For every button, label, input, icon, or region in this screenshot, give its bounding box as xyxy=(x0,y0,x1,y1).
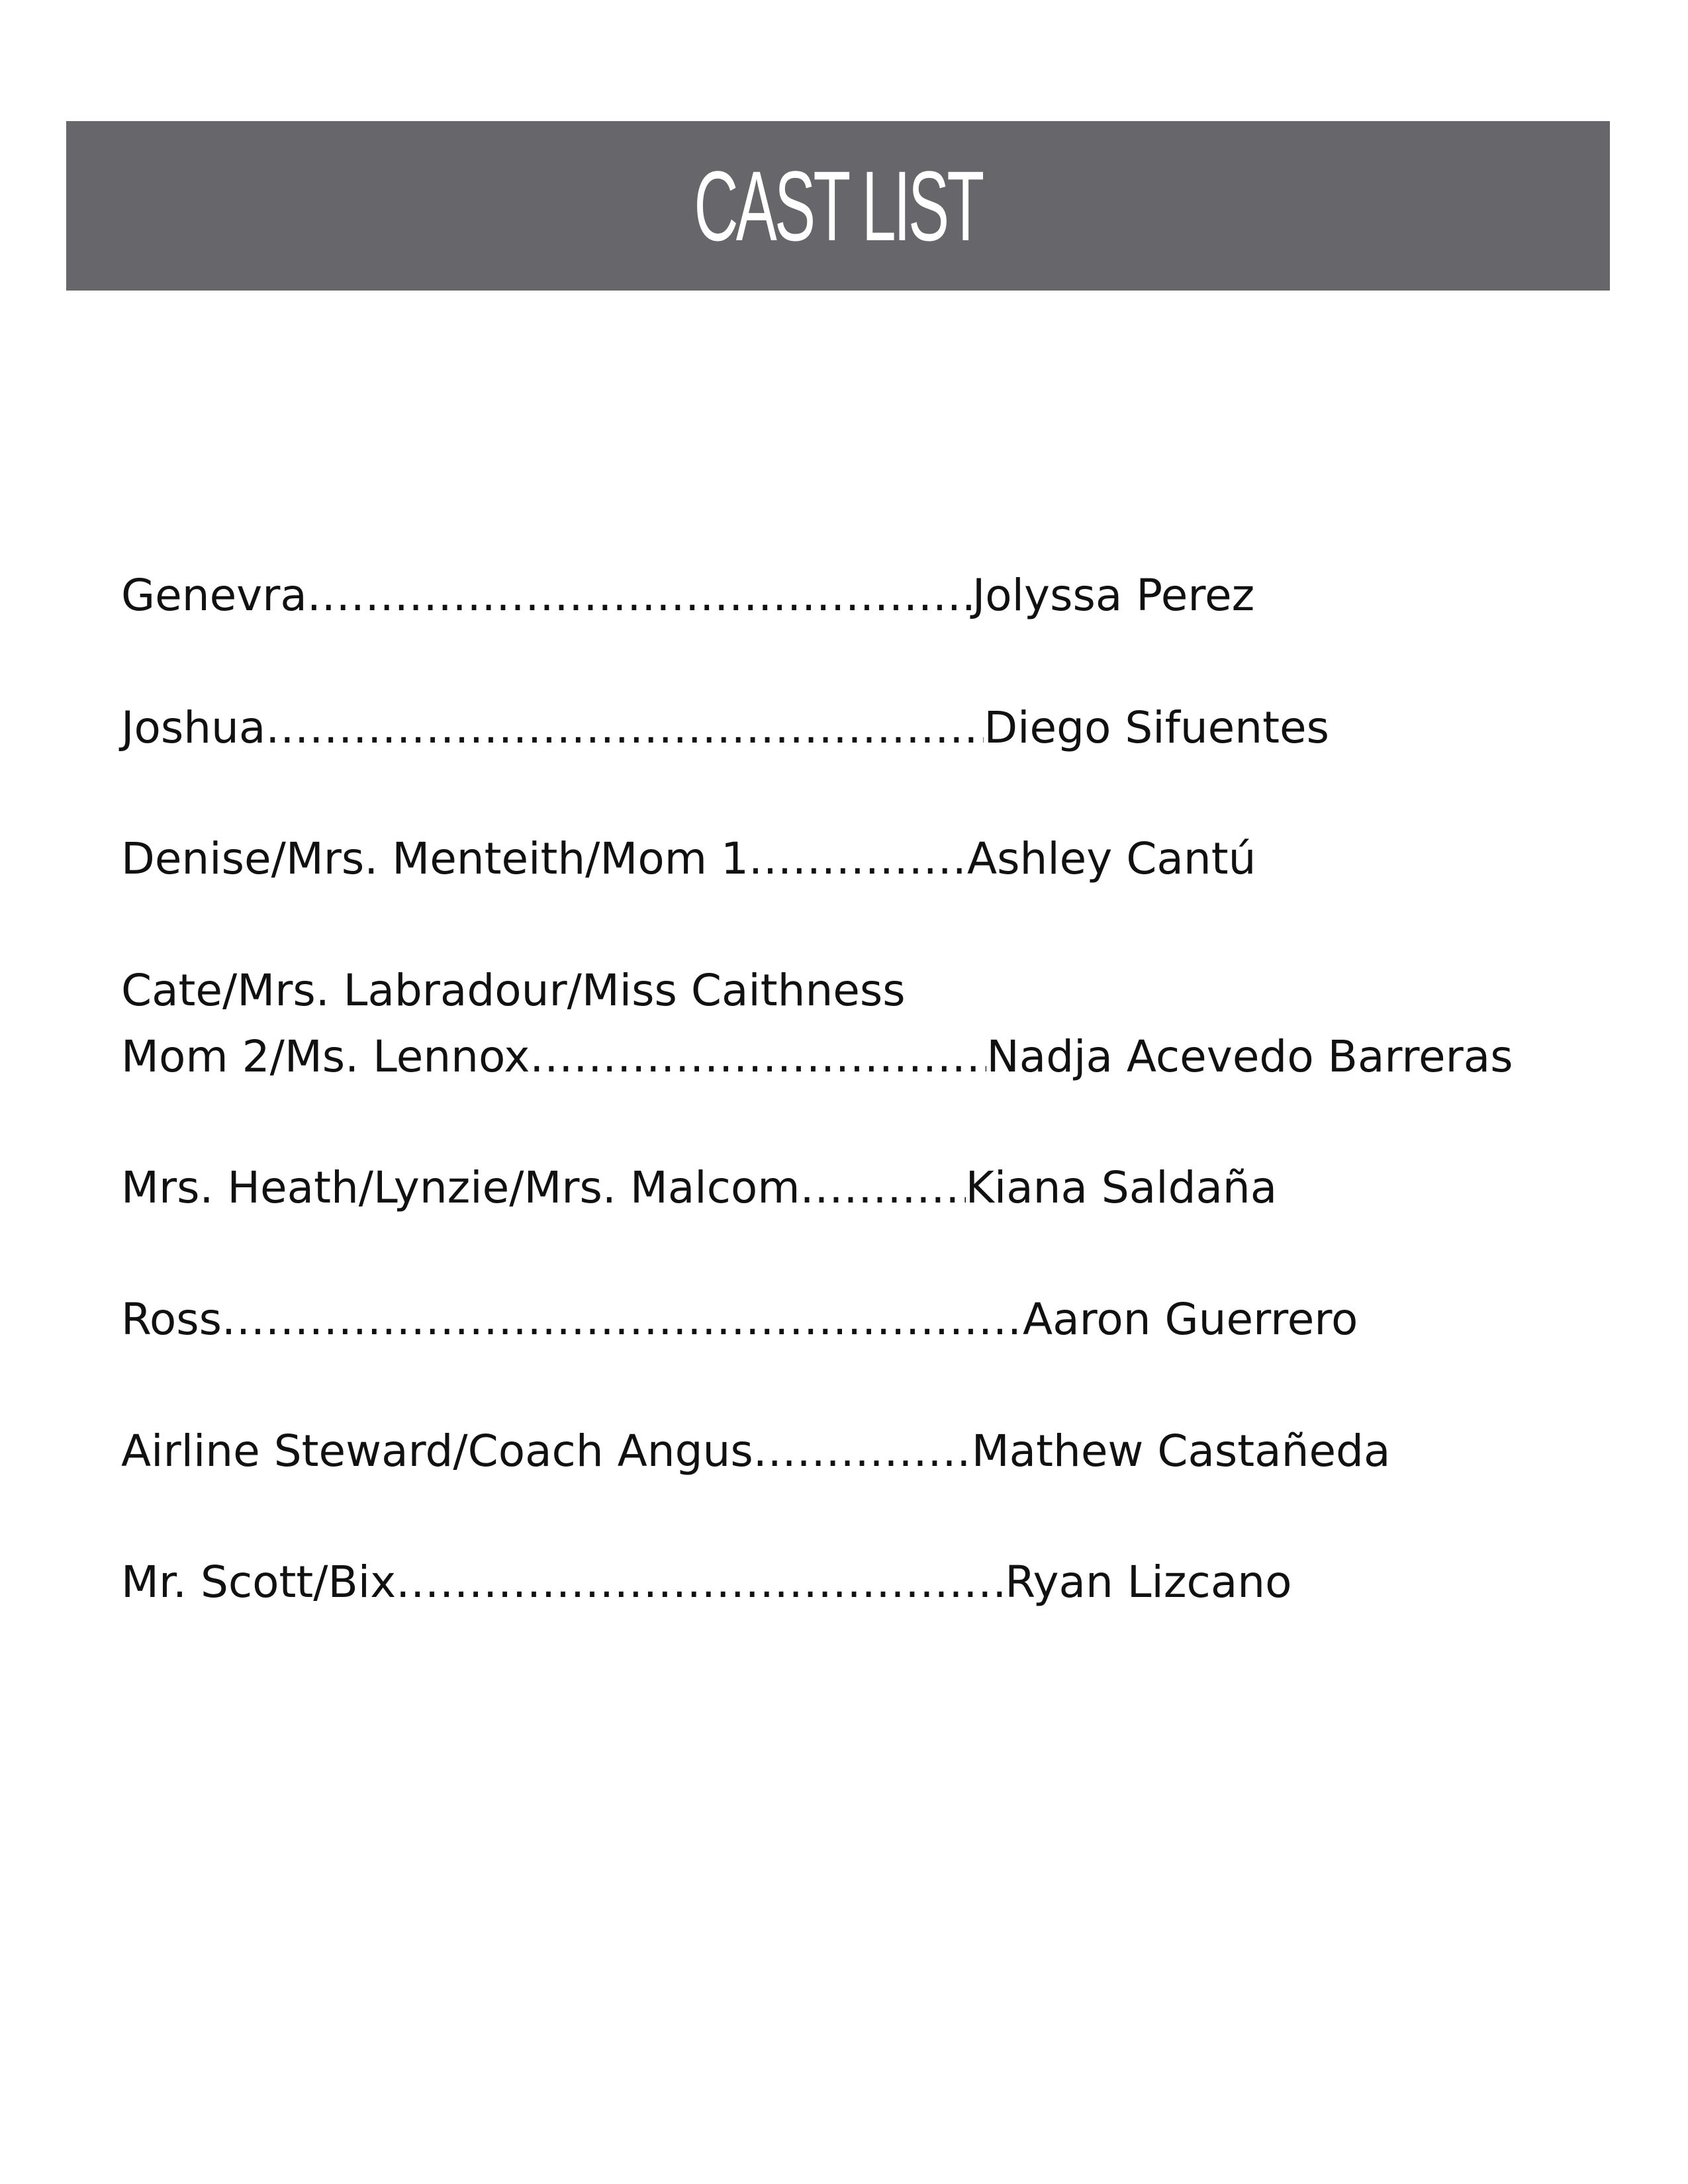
actor-name: Diego Sifuentes xyxy=(984,702,1329,753)
cast-row xyxy=(121,563,1597,629)
dot-leader xyxy=(753,1418,972,1484)
page-title: CAST LIST xyxy=(694,150,982,261)
actor-name: Kiana Saldaña xyxy=(965,1162,1278,1213)
dot-leader xyxy=(222,1287,1023,1353)
cast-row xyxy=(121,1418,1597,1484)
cast-row xyxy=(121,1549,1597,1615)
role-name: Joshua xyxy=(121,702,266,753)
cast-row xyxy=(121,695,1597,761)
role-name: Ross xyxy=(121,1294,222,1345)
actor-name: Nadja Acevedo Barreras xyxy=(986,1031,1513,1082)
role-name: Airline Steward/Coach Angus xyxy=(121,1426,753,1477)
cast-row xyxy=(121,1287,1597,1353)
dot-leader xyxy=(396,1549,1005,1615)
header-banner xyxy=(66,121,1610,291)
actor-name: Mathew Castañeda xyxy=(971,1426,1391,1477)
dot-leader xyxy=(307,563,972,629)
dot-leader xyxy=(265,695,984,761)
cast-row xyxy=(121,1155,1597,1221)
role-name-line1: Cate/Mrs. Labradour/Miss Caithness xyxy=(121,965,906,1016)
role-name: Mom 2/Ms. Lennox xyxy=(121,1031,530,1082)
role-name: Mr. Scott/Bix xyxy=(121,1557,397,1608)
cast-row xyxy=(121,826,1597,892)
role-name: Genevra xyxy=(121,570,307,621)
actor-name: Ashley Cantú xyxy=(966,833,1256,884)
actor-name: Ryan Lizcano xyxy=(1005,1557,1292,1608)
dot-leader xyxy=(749,826,967,892)
dot-leader xyxy=(800,1155,966,1221)
role-name: Denise/Mrs. Menteith/Mom 1 xyxy=(121,833,749,884)
actor-name: Aaron Guerrero xyxy=(1023,1294,1358,1345)
role-name: Mrs. Heath/Lynzie/Mrs. Malcom xyxy=(121,1162,800,1213)
dot-leader xyxy=(530,1024,986,1090)
actor-name: Jolyssa Perez xyxy=(972,570,1255,621)
cast-row xyxy=(121,958,1597,1090)
